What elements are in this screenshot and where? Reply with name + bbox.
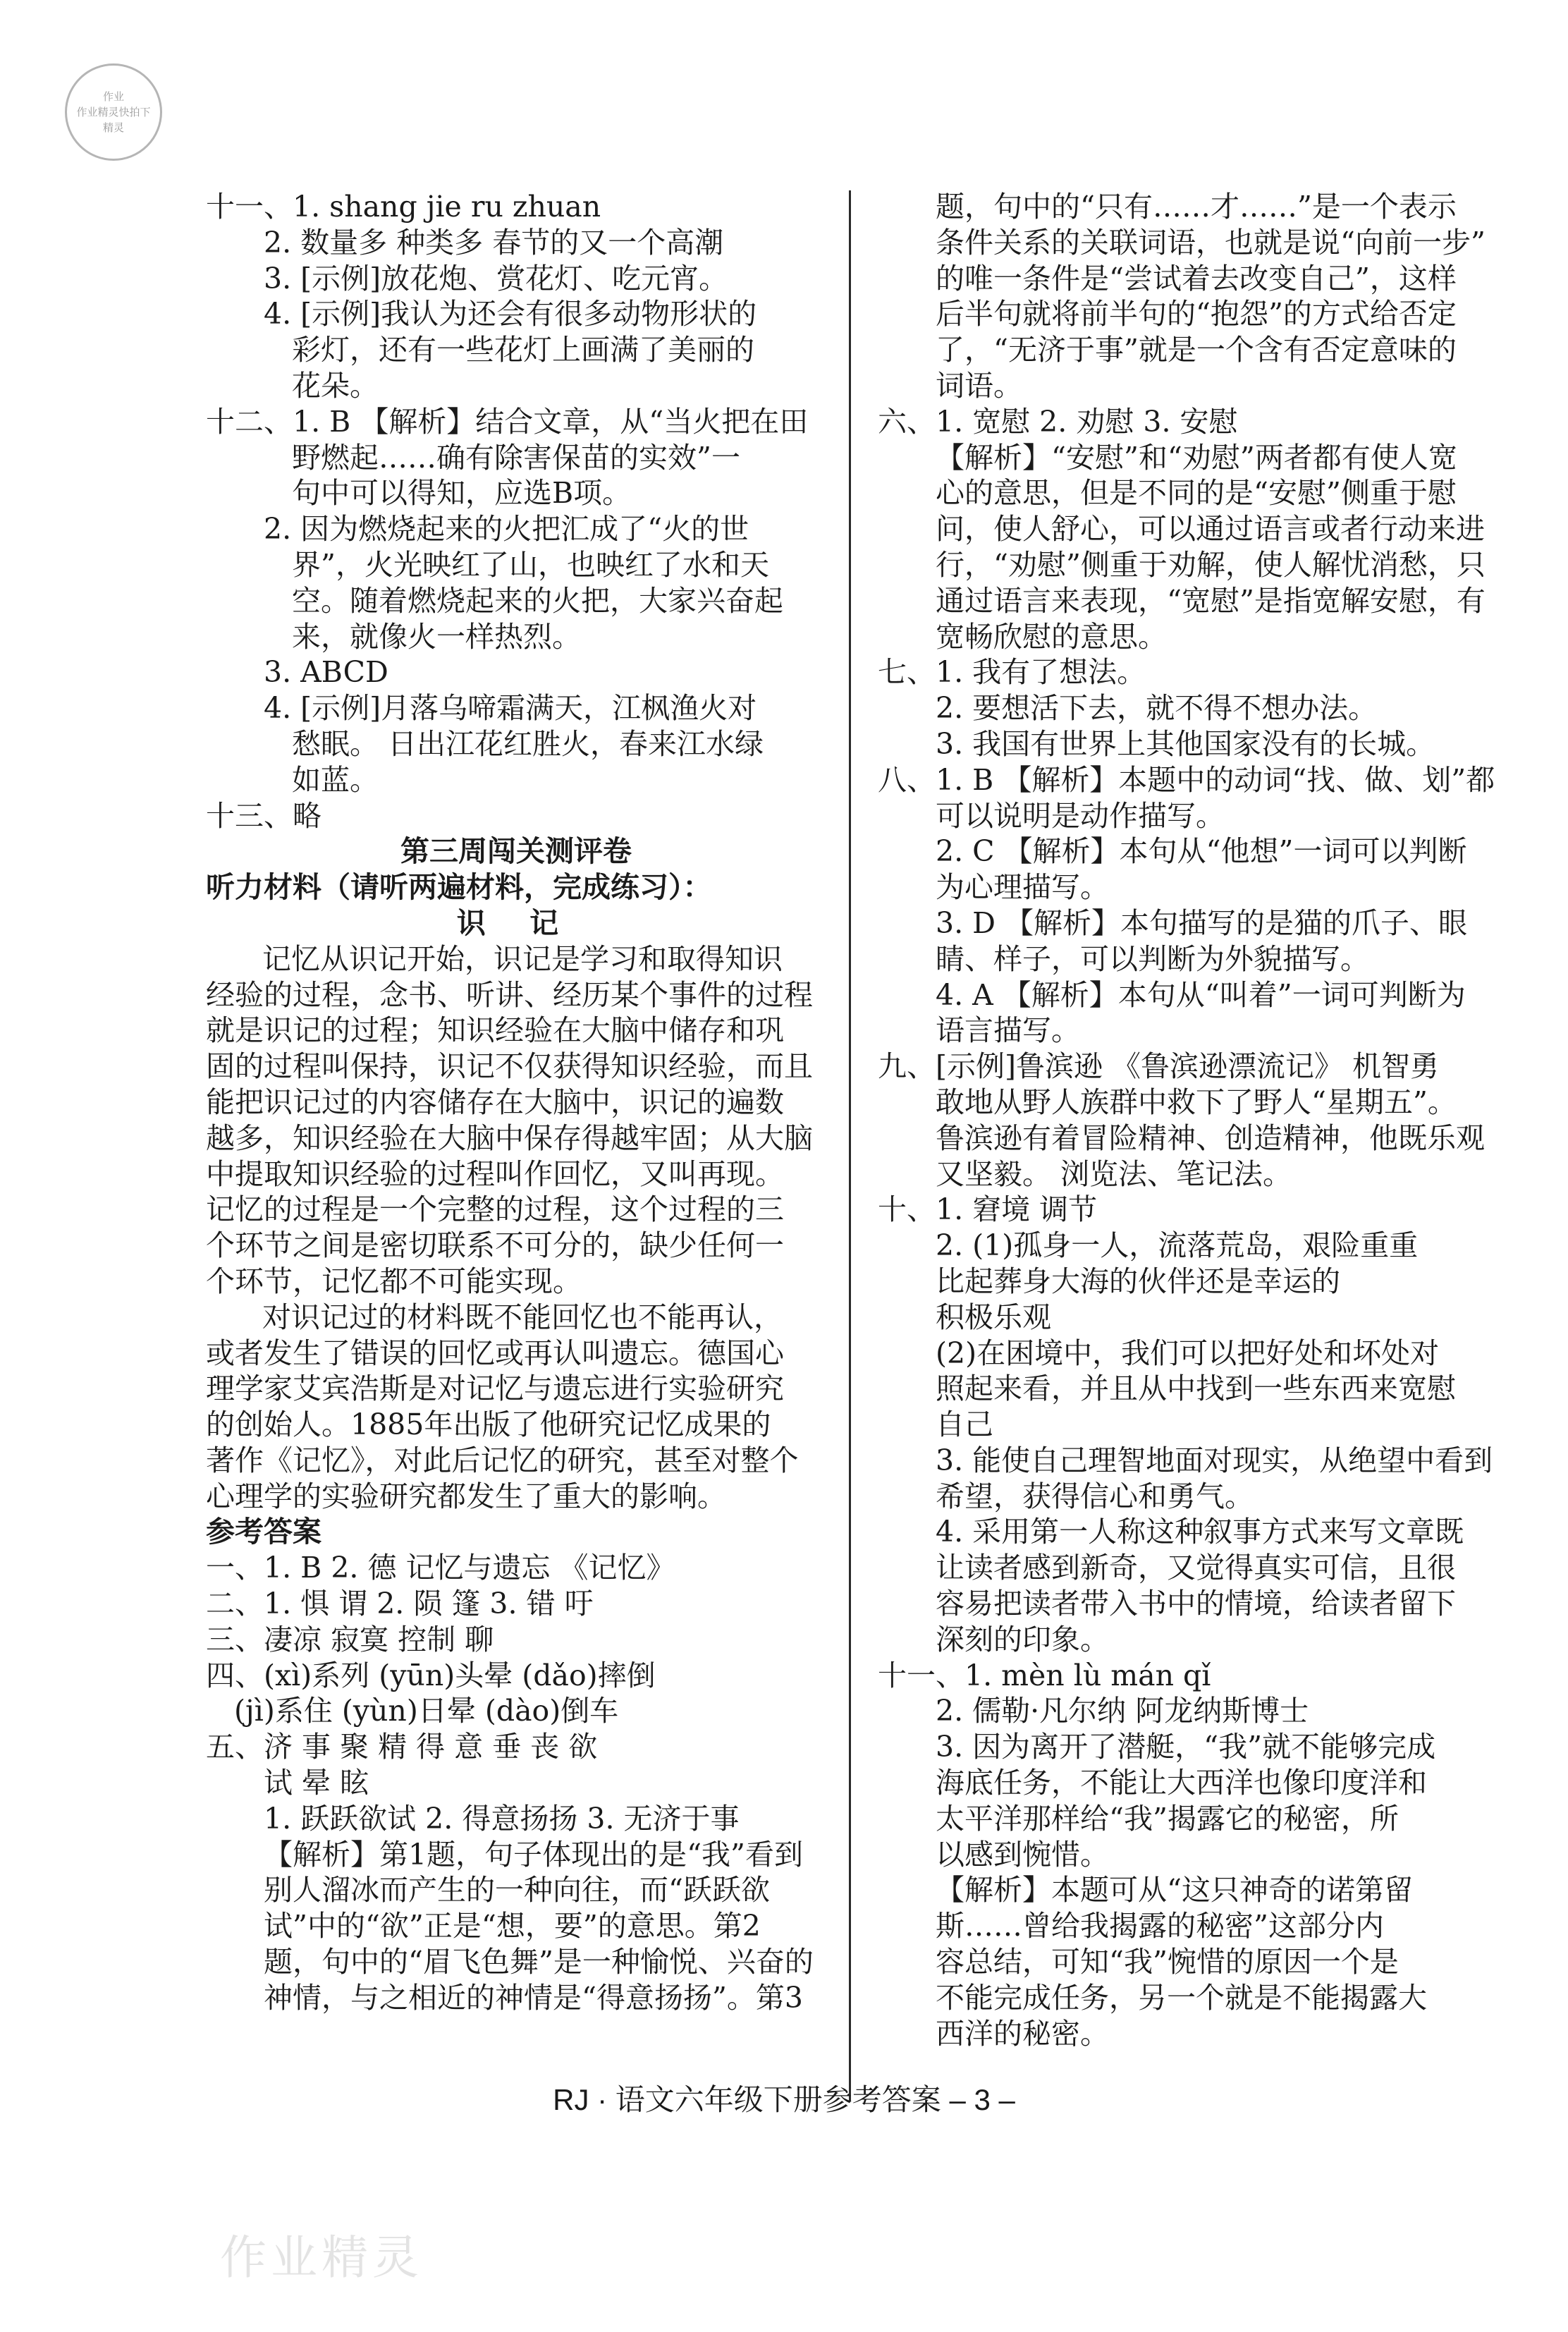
- left-text-line: 4. [示例]月落乌啼霜满天，江枫渔火对: [264, 691, 757, 726]
- right-text-line: 不能完成任务，另一个就是不能揭露大: [936, 1980, 1427, 2015]
- left-text-line: 第三周闯关测评卷: [400, 834, 632, 869]
- left-text-line: 著作《记忆》，对此后记忆的研究，甚至对整个: [206, 1443, 799, 1477]
- left-text-line: 彩灯，还有一些花灯上画满了美丽的: [292, 333, 754, 367]
- left-column: [206, 189, 826, 2016]
- right-text-line: 容易把读者带入书中的情境，给读者留下: [936, 1587, 1456, 1621]
- stamp-line-3: 精灵: [102, 121, 124, 134]
- left-text-line: 固的过程叫保持，识记不仅获得知识经验，而且: [206, 1049, 813, 1084]
- right-text-line: 深刻的印象。: [936, 1622, 1109, 1656]
- left-text-line: 记忆从识记开始，识记是学习和取得知识: [262, 941, 783, 976]
- left-text-line: 空。随着燃烧起来的火把，大家兴奋起: [292, 583, 783, 618]
- left-text-line: 能把识记过的内容储存在大脑中，识记的遍数: [206, 1085, 784, 1119]
- right-text-line: 九、[示例]鲁滨逊 《鲁滨逊漂流记》 机智勇: [878, 1049, 1440, 1084]
- right-text-line: 2. C 【解析】本句从“他想”一词可以判断: [936, 834, 1467, 869]
- left-text-line: 识 记: [456, 905, 576, 940]
- right-text-line: 3. 能使自己理智地面对现实，从绝望中看到: [936, 1443, 1493, 1477]
- left-text-line: 界”，火光映红了山，也映红了水和天: [292, 547, 769, 582]
- right-text-line: 海底任务，不能让大西洋也像印度洋和: [936, 1766, 1427, 1800]
- right-text-line: 七、1. 我有了想法。: [878, 655, 1146, 690]
- left-text-line: 3. [示例]放花炮、赏花灯、吃元宵。: [264, 261, 728, 295]
- right-text-line: 可以说明是动作描写。: [936, 798, 1225, 833]
- left-text-line: 3. ABCD: [264, 655, 388, 690]
- right-text-line: 自己: [936, 1408, 993, 1442]
- right-text-line: 2. (1)孤身一人，流落荒岛，艰险重重: [936, 1228, 1419, 1263]
- right-text-line: 3. D 【解析】本句描写的是猫的爪子、眼: [936, 905, 1468, 940]
- left-text-line: 个环节，记忆都不可能实现。: [206, 1264, 582, 1298]
- left-text-line: 题，句中的“眉飞色舞”是一种愉悦、兴奋的: [264, 1945, 814, 1979]
- right-text-line: 题，句中的“只有……才……”是一个表示: [936, 190, 1457, 224]
- right-text-line: 问，使人舒心，可以通过语言或者行动来进: [936, 512, 1485, 547]
- right-text-line: 【解析】“安慰”和“劝慰”两者都有使人宽: [936, 440, 1457, 475]
- left-text-line: 三、凄凉 寂寞 控制 聊: [206, 1622, 494, 1656]
- right-text-line: 了，“无济于事”就是一个含有否定意味的: [936, 333, 1457, 367]
- stamp-line-2: 作业精灵快拍下: [76, 106, 151, 118]
- watermark: 作业精灵: [220, 2230, 423, 2285]
- right-text-line: 4. A 【解析】本句从“叫着”一词可判断为: [936, 977, 1466, 1012]
- left-text-line: 经验的过程，念书、听讲、经历某个事件的过程: [206, 977, 813, 1012]
- left-text-line: 愁眠。 日出江花红胜火，春来江水绿: [292, 726, 764, 761]
- right-text-line: 积极乐观: [936, 1300, 1051, 1334]
- left-text-line: 花朵。: [292, 368, 379, 403]
- left-text-line: 神情，与之相近的神情是“得意扬扬”。第3: [264, 1980, 804, 2015]
- left-text-line: 4. [示例]我认为还会有很多动物形状的: [264, 297, 757, 331]
- left-text-line: 二、1. 惧 谓 2. 陨 篷 3. 错 吁: [206, 1587, 594, 1621]
- left-text-line: 记忆的过程是一个完整的过程，这个过程的三: [206, 1192, 784, 1227]
- right-text-line: 希望，获得信心和勇气。: [936, 1479, 1254, 1513]
- right-text-line: 的唯一条件是“尝试着去改变自己”，这样: [936, 261, 1457, 295]
- right-text-line: 八、1. B 【解析】本题中的动词“找、做、划”都: [878, 762, 1495, 797]
- right-text-line: 3. 因为离开了潜艇，“我”就不能够完成: [936, 1730, 1436, 1764]
- right-text-line: 以感到惋惜。: [936, 1837, 1109, 1872]
- stamp-logo: [65, 63, 162, 161]
- left-text-line: 【解析】第1题，句子体现出的是“我”看到: [264, 1837, 804, 1872]
- left-text-line: 或者发生了错误的回忆或再认叫遗忘。德国心: [206, 1336, 784, 1370]
- stamp-line-1: 作业: [102, 90, 124, 103]
- left-text-line: 句中可以得知，应选B项。: [292, 476, 632, 511]
- right-text-line: 宽畅欣慰的意思。: [936, 619, 1167, 654]
- left-text-line: 来，就像火一样热烈。: [292, 619, 581, 654]
- right-text-line: 2. 儒勒·凡尔纳 阿龙纳斯博士: [936, 1694, 1309, 1728]
- right-text-line: 条件关系的关联词语，也就是说“向前一步”: [936, 225, 1486, 260]
- right-text-line: 通过语言来表现，“宽慰”是指宽解安慰，有: [936, 583, 1486, 618]
- left-text-line: 中提取知识经验的过程叫作回忆，又叫再现。: [206, 1156, 784, 1191]
- left-text-line: 1. 跃跃欲试 2. 得意扬扬 3. 无济于事: [264, 1801, 740, 1836]
- left-text-line: 一、1. B 2. 德 记忆与遗忘 《记忆》: [206, 1551, 675, 1585]
- right-text-line: 太平洋那样给“我”揭露它的秘密，所: [936, 1801, 1399, 1836]
- left-text-line: 五、济 事 聚 精 得 意 垂 丧 欲: [206, 1730, 598, 1764]
- left-text-line: 2. 因为燃烧起来的火把汇成了“火的世: [264, 512, 749, 547]
- right-text-line: 为心理描写。: [936, 870, 1109, 905]
- left-text-line: 的创始人。1885年出版了他研究记忆成果的: [206, 1408, 771, 1442]
- right-text-line: 3. 我国有世界上其他国家没有的长城。: [936, 726, 1435, 761]
- left-text-line: 就是识记的过程；知识经验在大脑中储存和巩: [206, 1013, 784, 1048]
- left-text-line: 参考答案: [206, 1515, 321, 1549]
- right-text-line: 西洋的秘密。: [936, 2016, 1109, 2051]
- left-text-line: 越多，知识经验在大脑中保存得越牢固；从大脑: [206, 1121, 813, 1155]
- left-text-line: 野燃起……确有除害保苗的实效”一: [292, 440, 740, 475]
- right-text-line: 鲁滨逊有着冒险精神、创造精神，他既乐观: [936, 1121, 1485, 1155]
- right-text-line: 睛、样子，可以判断为外貌描写。: [936, 941, 1369, 976]
- left-text-line: (jì)系住 (yùn)日晕 (dào)倒车: [234, 1694, 619, 1728]
- left-text-line: 十三、略: [206, 798, 321, 833]
- left-text-line: 四、(xì)系列 (yūn)头晕 (dǎo)摔倒: [206, 1658, 656, 1692]
- right-text-line: 比起葬身大海的伙伴还是幸运的: [936, 1264, 1340, 1298]
- right-text-line: 六、1. 宽慰 2. 劝慰 3. 安慰: [878, 404, 1238, 439]
- left-text-line: 试”中的“欲”正是“想，要”的意思。第2: [264, 1909, 761, 1943]
- right-text-line: 2. 要想活下去，就不得不想办法。: [936, 691, 1378, 726]
- left-text-line: 理学家艾宾浩斯是对记忆与遗忘进行实验研究: [206, 1372, 784, 1406]
- right-text-line: 4. 采用第一人称这种叙事方式来写文章既: [936, 1515, 1464, 1549]
- right-text-line: 后半句就将前半句的“抱怨”的方式给否定: [936, 297, 1457, 331]
- right-text-line: 斯……曾给我揭露的秘密”这部分内: [936, 1909, 1384, 1943]
- left-text-line: 十一、1. shang jie ru zhuan: [206, 190, 601, 224]
- right-text-line: 心的意思，但是不同的是“安慰”侧重于慰: [936, 476, 1457, 511]
- left-text-line: 2. 数量多 种类多 春节的又一个高潮: [264, 225, 724, 260]
- left-text-line: 对识记过的材料既不能回忆也不能再认，: [262, 1300, 783, 1334]
- right-text-line: 照起来看，并且从中找到一些东西来宽慰: [936, 1372, 1456, 1406]
- right-text-line: 让读者感到新奇，又觉得真实可信，且很: [936, 1551, 1456, 1585]
- right-text-line: 行，“劝慰”侧重于劝解，使人解忧消愁，只: [936, 547, 1486, 582]
- left-text-line: 试 晕 眩: [264, 1766, 369, 1800]
- right-text-line: 词语。: [936, 368, 1022, 403]
- left-text-line: 个环节之间是密切联系不可分的，缺少任何一: [206, 1228, 784, 1263]
- right-text-line: (2)在困境中，我们可以把好处和坏处对: [936, 1336, 1440, 1370]
- left-text-line: 十二、1. B 【解析】结合文章，从“当火把在田: [206, 404, 809, 439]
- right-text-line: 【解析】本题可从“这只神奇的诺第留: [936, 1873, 1413, 1907]
- column-divider: [849, 190, 851, 2101]
- left-text-line: 别人溜冰而产生的一种向往，而“跃跃欲: [264, 1873, 770, 1907]
- right-column: [878, 189, 1498, 2051]
- page-footer: RJ · 语文六年级下册参考答案 – 3 –: [553, 2083, 1015, 2116]
- right-text-line: 语言描写。: [936, 1013, 1080, 1048]
- right-text-line: 十一、1. mèn lù mán qǐ: [878, 1658, 1211, 1692]
- left-text-line: 心理学的实验研究都发生了重大的影响。: [206, 1479, 726, 1513]
- right-text-line: 容总结，可知“我”惋惜的原因一个是: [936, 1945, 1399, 1979]
- left-text-line: 如蓝。: [292, 762, 379, 797]
- right-text-line: 十、1. 窘境 调节: [878, 1192, 1098, 1227]
- right-text-line: 敢地从野人族群中救下了野人“星期五”。: [936, 1085, 1457, 1119]
- left-text-line: 听力材料（请听两遍材料，完成练习）：: [206, 870, 712, 905]
- right-text-line: 又坚毅。 浏览法、笔记法。: [936, 1156, 1292, 1191]
